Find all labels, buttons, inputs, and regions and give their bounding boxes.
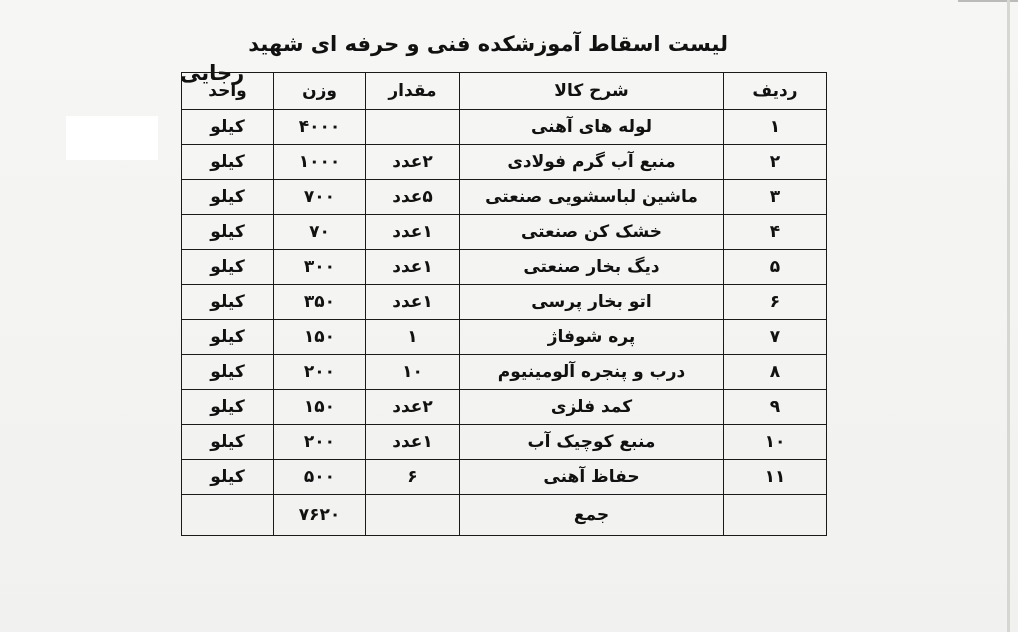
cell-quantity: ۲عدد [366,145,460,180]
cell-weight: ۱۵۰ [274,320,366,355]
table-row [182,180,827,215]
table-row [182,145,827,180]
cell-row-number: ۵ [724,250,827,285]
cell-description: اتو بخار پرسی [460,285,724,320]
cell-description: منبع کوچیک آب [460,425,724,460]
cell-unit: کیلو [182,460,274,495]
page-right-edge [1007,0,1010,632]
cell-weight: ۴۰۰۰ [274,110,366,145]
cell-weight: ۲۰۰ [274,425,366,460]
cell-row-number: ۶ [724,285,827,320]
header-description: شرح کالا [460,73,724,110]
header-weight: وزن [274,73,366,110]
header-quantity: مقدار [366,73,460,110]
cell-row-number: ۳ [724,180,827,215]
cell-description: خشک کن صنعتی [460,215,724,250]
cell-row-number: ۸ [724,355,827,390]
cell-row-number: ۷ [724,320,827,355]
header-row-number: ردیف [724,73,827,110]
cell-unit: کیلو [182,425,274,460]
cell-quantity: ۱ [366,320,460,355]
total-label: جمع [460,495,724,536]
cell-weight: ۲۰۰ [274,355,366,390]
cell-unit: کیلو [182,215,274,250]
cell-quantity: ۱عدد [366,425,460,460]
table-row [182,215,827,250]
cell-description: ماشین لباسشویی صنعتی [460,180,724,215]
cell-quantity: ۲عدد [366,390,460,425]
cell-description: منبع آب گرم فولادی [460,145,724,180]
cell-description: دیگ بخار صنعتی [460,250,724,285]
cell-row-number: ۴ [724,215,827,250]
cell-weight: ۵۰۰ [274,460,366,495]
cell-weight: ۱۰۰۰ [274,145,366,180]
scrap-items-table [181,72,827,536]
cell-row-number: ۱۱ [724,460,827,495]
total-empty-cell [724,495,827,536]
white-correction-patch [66,116,158,160]
table-row [182,355,827,390]
table-row [182,460,827,495]
cell-description: حفاظ آهنی [460,460,724,495]
table-row [182,250,827,285]
table-total-row [182,495,827,536]
cell-row-number: ۱ [724,110,827,145]
cell-quantity: ۱عدد [366,250,460,285]
cell-weight: ۳۰۰ [274,250,366,285]
title-line-2: رجایی [180,61,245,85]
cell-unit: کیلو [182,250,274,285]
total-unit-empty [182,495,274,536]
cell-quantity: ۱۰ [366,355,460,390]
cell-quantity [366,110,460,145]
cell-quantity: ۶ [366,460,460,495]
cell-weight: ۱۵۰ [274,390,366,425]
cell-row-number: ۱۰ [724,425,827,460]
table-row [182,110,827,145]
cell-description: درب و پنجره آلومینیوم [460,355,724,390]
table-row [182,320,827,355]
cell-quantity: ۵عدد [366,180,460,215]
cell-row-number: ۲ [724,145,827,180]
cell-weight: ۳۵۰ [274,285,366,320]
cell-unit: کیلو [182,285,274,320]
header-unit: واحد [182,73,274,110]
cell-quantity: ۱عدد [366,215,460,250]
cell-unit: کیلو [182,320,274,355]
table-row [182,285,827,320]
cell-description: کمد فلزی [460,390,724,425]
cell-row-number: ۹ [724,390,827,425]
table-row [182,425,827,460]
cell-description: پره شوفاژ [460,320,724,355]
total-weight: ۷۶۲۰ [274,495,366,536]
cell-unit: کیلو [182,390,274,425]
table-row [182,390,827,425]
cell-quantity: ۱عدد [366,285,460,320]
cell-description: لوله های آهنی [460,110,724,145]
cell-unit: کیلو [182,355,274,390]
cell-weight: ۷۰ [274,215,366,250]
cell-unit: کیلو [182,110,274,145]
cell-unit: کیلو [182,180,274,215]
table-header-row [182,73,827,110]
cell-weight: ۷۰۰ [274,180,366,215]
title-line-1: لیست اسقاط آموزشکده فنی و حرفه ای شهید [248,32,728,56]
cell-unit: کیلو [182,145,274,180]
total-quantity-empty [366,495,460,536]
